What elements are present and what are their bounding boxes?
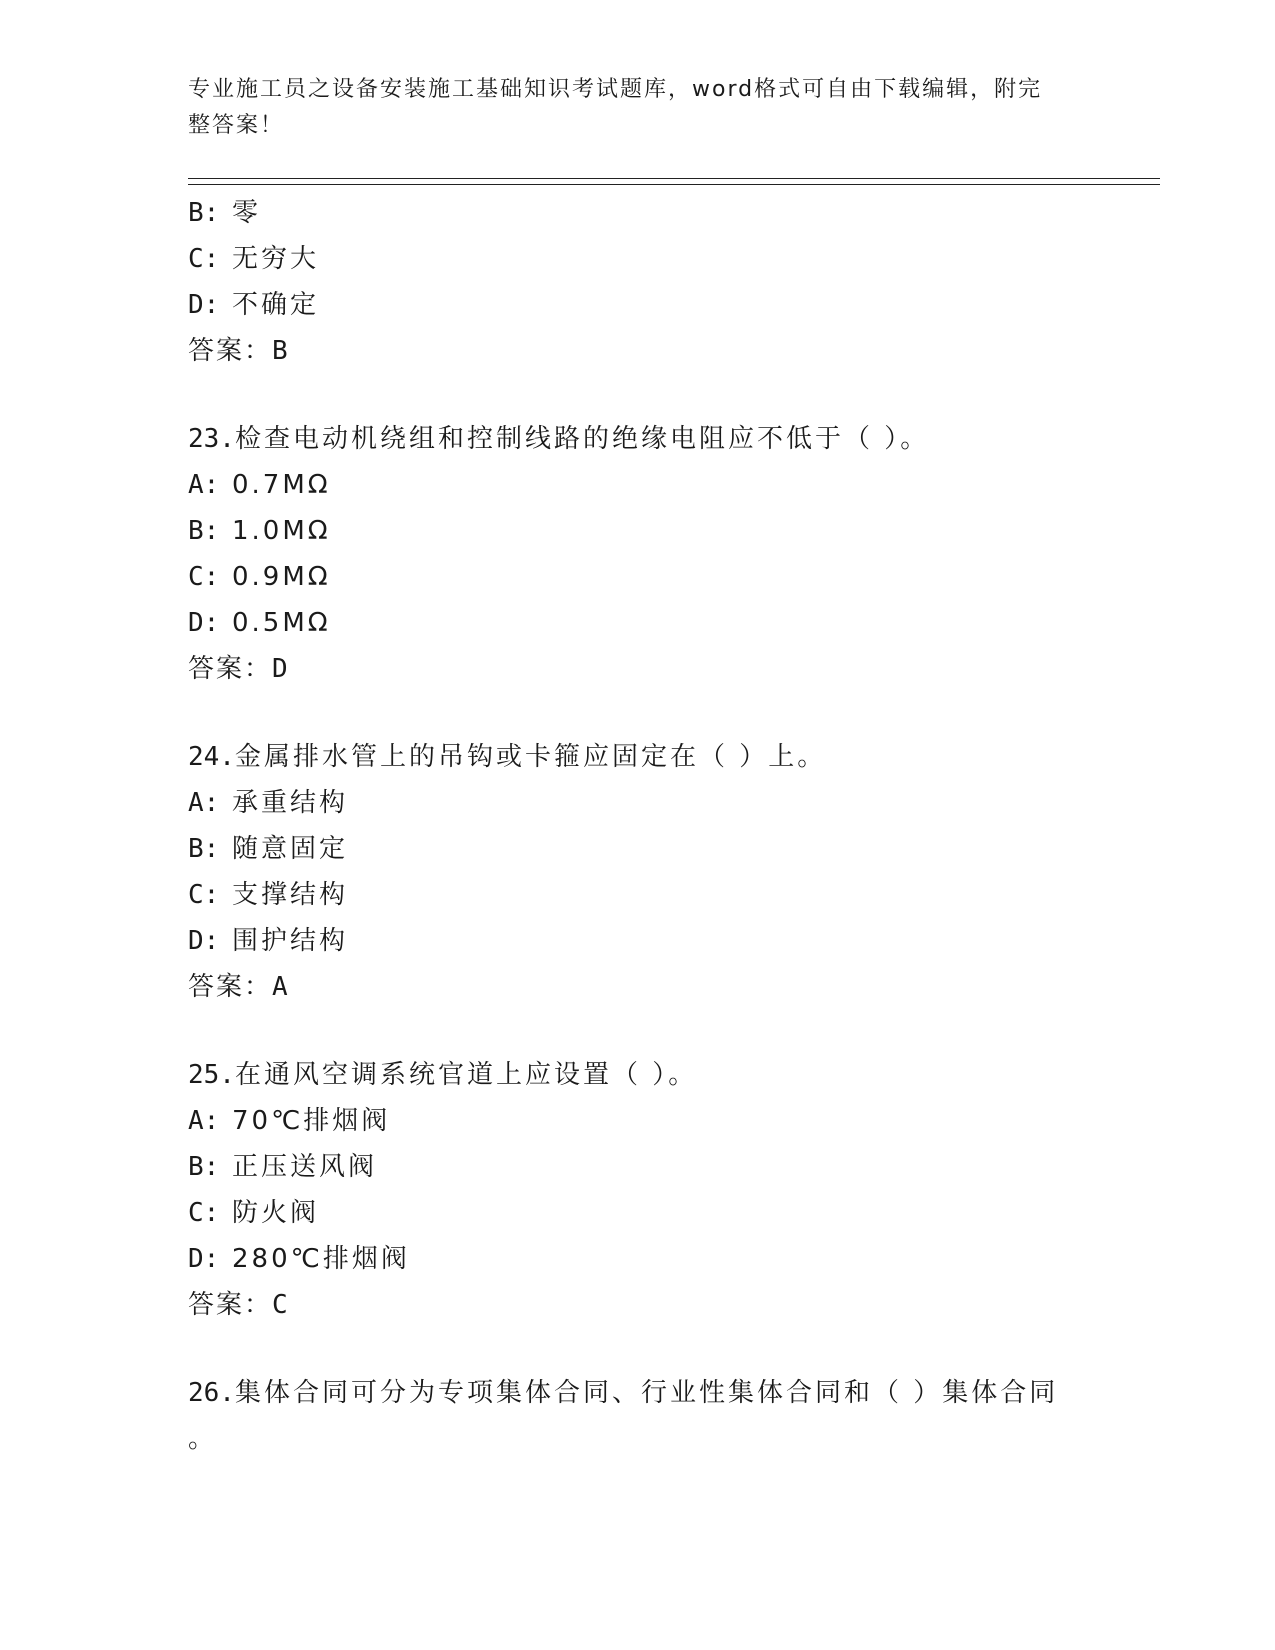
question-stem: 23.检查电动机绕组和控制线路的绝缘电阻应不低于（ ）。 xyxy=(188,424,930,454)
header-rule-bottom xyxy=(188,184,1160,185)
question-25 xyxy=(188,1052,1088,1328)
option-b: B: 随意固定 xyxy=(188,834,349,864)
answer-line: 答案：B xyxy=(188,336,290,366)
option-c: C: 支撑结构 xyxy=(188,880,349,910)
option-a: A: 70℃排烟阀 xyxy=(188,1106,391,1136)
option-d: D: 0.5MΩ xyxy=(188,608,331,638)
option-d: D: 280℃排烟阀 xyxy=(188,1244,410,1274)
question-22-continuation xyxy=(188,190,1088,374)
question-stem: 26.集体合同可分为专项集体合同、行业性集体合同和（ ）集体合同 xyxy=(188,1378,1059,1408)
question-stem-tail: 。 xyxy=(188,1424,215,1454)
answer-line: 答案：C xyxy=(188,1290,290,1320)
header-rule-top xyxy=(188,178,1160,179)
question-23 xyxy=(188,416,1088,692)
document-header xyxy=(188,72,1088,144)
header-line-1: 专业施工员之设备安装施工基础知识考试题库，word格式可自由下载编辑，附完 xyxy=(188,77,1043,102)
question-list xyxy=(188,190,1088,1462)
option-c: C: 无穷大 xyxy=(188,244,320,274)
answer-line: 答案：D xyxy=(188,654,290,684)
option-b: B: 正压送风阀 xyxy=(188,1152,378,1182)
option-a: A: 承重结构 xyxy=(188,788,349,818)
question-stem: 25.在通风空调系统官道上应设置（ ）。 xyxy=(188,1060,698,1090)
answer-line: 答案：A xyxy=(188,972,290,1002)
option-d: D: 围护结构 xyxy=(188,926,349,956)
question-stem: 24.金属排水管上的吊钩或卡箍应固定在（ ）上。 xyxy=(188,742,827,772)
header-line-2: 整答案！ xyxy=(188,113,285,138)
option-d: D: 不确定 xyxy=(188,290,320,320)
option-b: B: 零 xyxy=(188,198,262,228)
option-a: A: 0.7MΩ xyxy=(188,470,331,500)
option-b: B: 1.0MΩ xyxy=(188,516,331,546)
option-c: C: 0.9MΩ xyxy=(188,562,331,592)
question-24 xyxy=(188,734,1088,1010)
question-26 xyxy=(188,1370,1088,1462)
option-c: C: 防火阀 xyxy=(188,1198,320,1228)
